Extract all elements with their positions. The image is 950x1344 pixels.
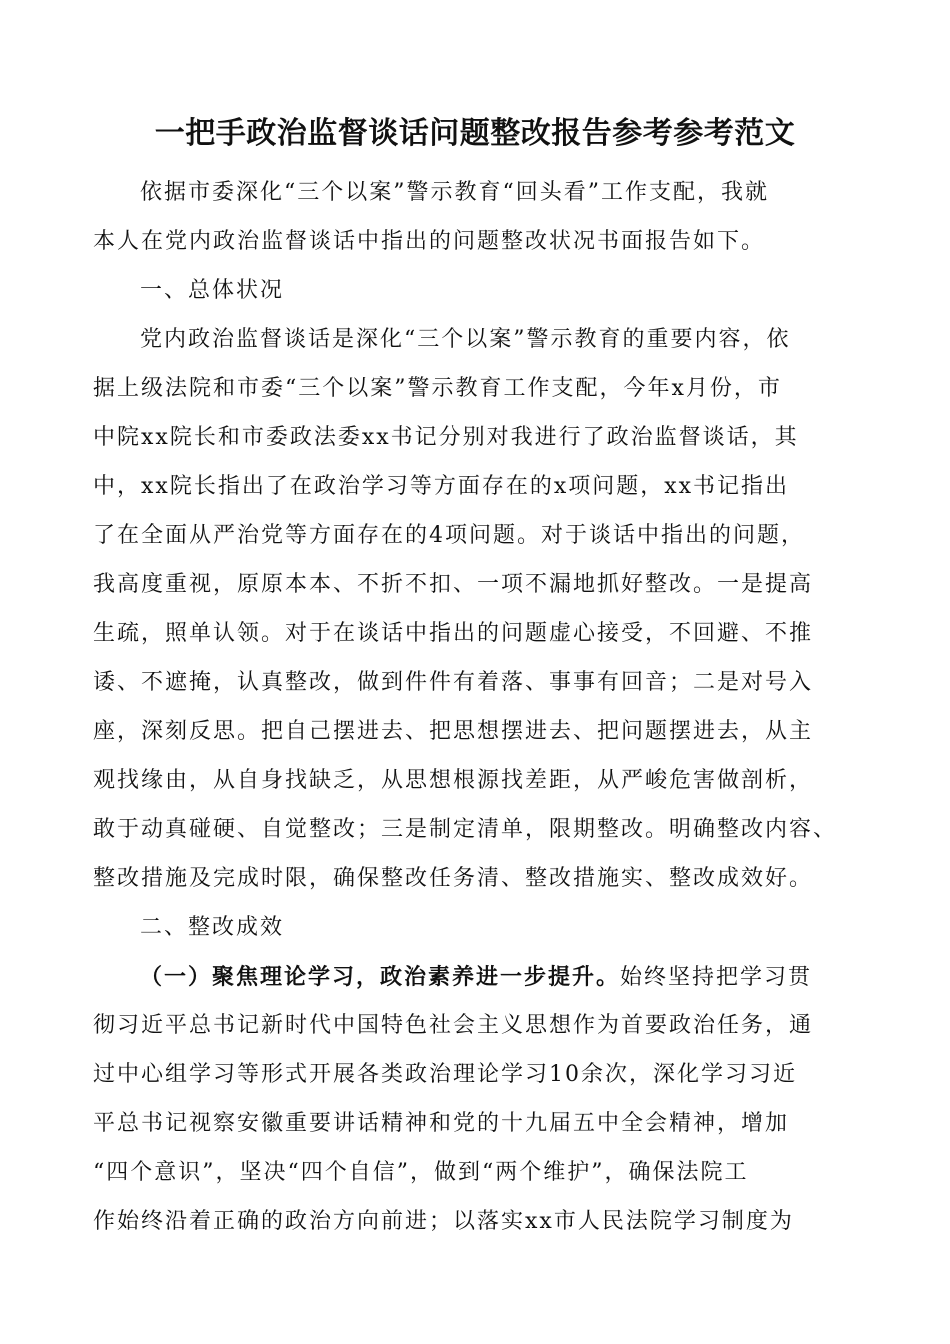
section-heading: 二、整改成效	[140, 915, 285, 940]
paragraph-line: 平总书记视察安徽重要讲话精神和党的十九届五中全会精神，增加	[93, 1111, 790, 1136]
paragraph-line: 作始终沿着正确的政治方向前进；以落实xx市人民法院学习制度为	[93, 1209, 794, 1234]
paragraph-line: 彻习近平总书记新时代中国特色社会主义思想作为首要政治任务，通	[93, 1013, 814, 1038]
paragraph-line: 据上级法院和市委“三个以案”警示教育工作支配，今年x月份，市	[93, 376, 782, 401]
paragraph-line: 诿、不遮掩，认真整改，做到件件有着落、事事有回音；二是对号入	[93, 670, 814, 695]
paragraph-line: 党内政治监督谈话是深化“三个以案”警示教育的重要内容，依	[140, 327, 791, 352]
section-heading: 一、总体状况	[140, 278, 285, 303]
subsection-heading: （一）聚焦理论学习，政治素养进一步提升。	[140, 964, 621, 990]
subsection-paragraph-line	[140, 959, 920, 996]
paragraph-text: 始终坚持把学习贯	[620, 965, 813, 990]
paragraph-line: 了在全面从严治党等方面存在的4项问题。对于谈话中指出的问题，	[93, 523, 805, 548]
paragraph-line: 整改措施及完成时限，确保整改任务清、整改措施实、整改成效好。	[93, 866, 814, 891]
paragraph-line: 依据市委深化“三个以案”警示教育“回头看”工作支配，我就	[140, 180, 769, 205]
paragraph-line: 过中心组学习等形式开展各类政治理论学习10余次，深化学习习近	[93, 1062, 797, 1087]
paragraph-line: 我高度重视，原原本本、不折不扣、一项不漏地抓好整改。一是提高	[93, 572, 814, 597]
paragraph-line: 生疏，照单认领。对于在谈话中指出的问题虚心接受，不回避、不推	[93, 621, 814, 646]
paragraph-line: 本人在党内政治监督谈话中指出的问题整改状况书面报告如下。	[93, 229, 766, 254]
paragraph-line: 座，深刻反思。把自己摆进去、把思想摆进去、把问题摆进去，从主	[93, 719, 814, 744]
document-title: 一把手政治监督谈话问题整改报告参考参考范文	[154, 116, 796, 151]
paragraph-line: “四个意识”，坚决“四个自信”，做到“两个维护”，确保法院工	[93, 1160, 749, 1185]
paragraph-line: 观找缘由，从自身找缺乏，从思想根源找差距，从严峻危害做剖析，	[93, 768, 814, 793]
paragraph-line: 敢于动真碰硬、自觉整改；三是制定清单，限期整改。明确整改内容、	[93, 817, 838, 842]
paragraph-line: 中院xx院长和市委政法委xx书记分别对我进行了政治监督谈话，其	[93, 425, 799, 450]
paragraph-line: 中，xx院长指出了在政治学习等方面存在的x项问题，xx书记指出	[93, 474, 790, 499]
